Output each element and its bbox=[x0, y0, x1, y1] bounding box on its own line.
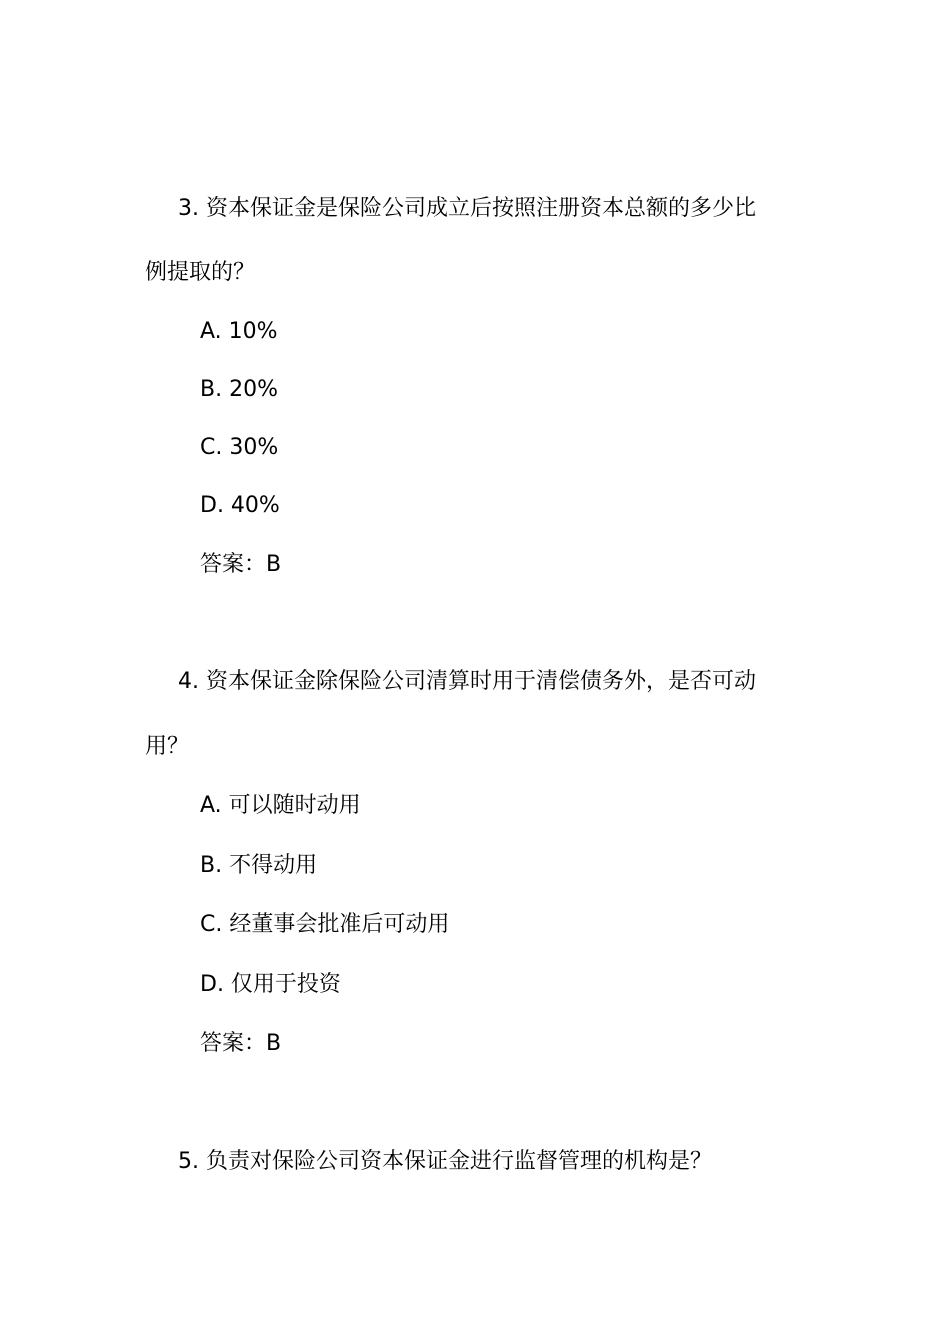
question-5-text-line1: 5. 负责对保险公司资本保证金进行监督管理的机构是？ bbox=[178, 1149, 712, 1174]
question-4-option-d: D. 仅用于投资 bbox=[200, 972, 341, 997]
question-3-option-a: A. 10% bbox=[200, 319, 278, 344]
question-3-option-b: B. 20% bbox=[200, 377, 278, 402]
question-4-text-line1: 4. 资本保证金除保险公司清算时用于清偿债务外，是否可动 bbox=[178, 669, 756, 694]
question-3-option-c: C. 30% bbox=[200, 435, 279, 460]
question-3-answer: 答案：B bbox=[200, 552, 282, 577]
question-4-text-line2: 用？ bbox=[145, 734, 190, 759]
question-3-text-line2: 例提取的？ bbox=[145, 260, 256, 285]
question-3-text-line1: 3. 资本保证金是保险公司成立后按照注册资本总额的多少比 bbox=[178, 196, 756, 221]
question-4-answer: 答案：B bbox=[200, 1031, 282, 1056]
question-4-option-c: C. 经董事会批准后可动用 bbox=[200, 912, 450, 937]
question-4-option-b: B. 不得动用 bbox=[200, 853, 318, 878]
question-4-option-a: A. 可以随时动用 bbox=[200, 793, 361, 818]
question-3-option-d: D. 40% bbox=[200, 493, 280, 518]
